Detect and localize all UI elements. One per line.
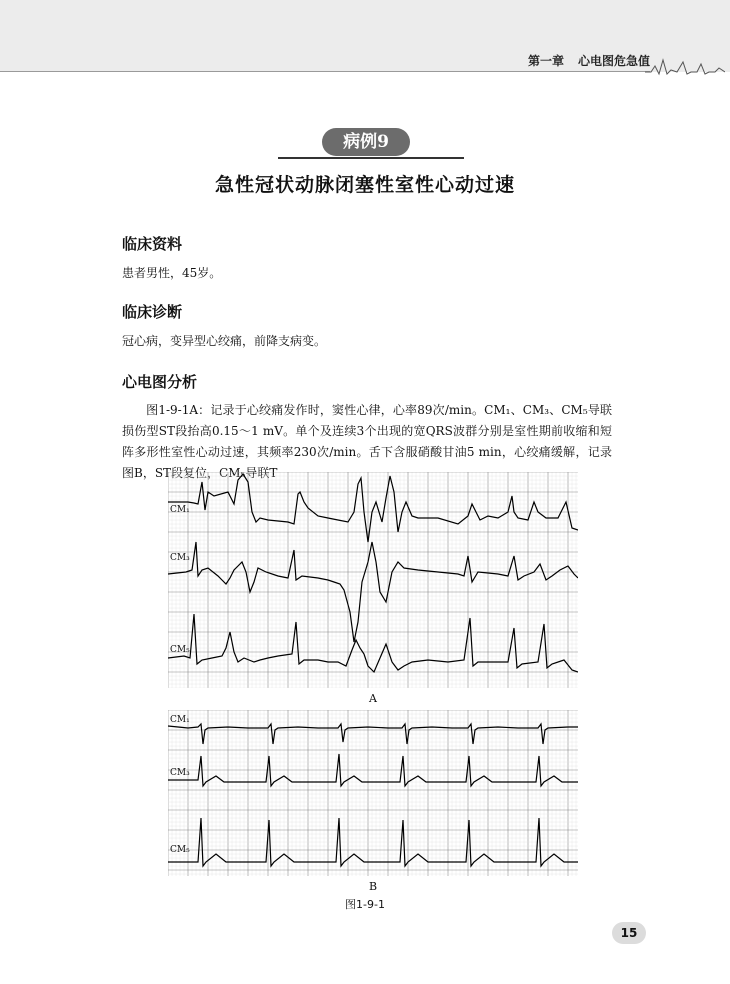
clinical-data-heading: 临床资料: [122, 235, 183, 253]
ecg-grid-b: [168, 710, 578, 876]
figure-caption: 图1-9-1: [345, 898, 385, 911]
clinical-diagnosis-heading: 临床诊断: [122, 303, 183, 321]
clinical-diagnosis-text: 冠心病，变异型心绞痛，前降支病变。: [122, 334, 327, 348]
running-header: [528, 52, 650, 69]
lead-label-b-cm5: CM₅: [170, 845, 190, 855]
panel-b-label: B: [369, 880, 378, 893]
section-label: 心电图危急值: [578, 54, 651, 68]
page-number: 15: [612, 922, 646, 944]
case-number-badge: 病例9: [322, 128, 410, 156]
lead-label-b-cm3: CM₃: [170, 768, 190, 778]
ecg-analysis-text: 图1-9-1A：记录于心绞痛发作时，窦性心律，心率89次/min。CM₁、CM₃、CM₅导联损伤型ST段抬高0.15～1 mV。单个及连续3个出现的宽QRS波群分别是室性期前收缩和短阵多形性室性心动过速，其频率230次/min。舌下含服硝酸甘油5 min，心绞痛缓解，记录图B，ST段复位，CM₅导联T: [122, 403, 612, 480]
ecg-panel-a: [168, 472, 578, 688]
lead-label-a-cm3: CM₃: [170, 553, 190, 563]
lead-label-a-cm1: CM₁: [170, 505, 190, 515]
ecg-analysis-heading: 心电图分析: [122, 373, 198, 391]
clinical-data-text: 患者男性，45岁。: [122, 266, 222, 280]
ecg-trace-a-cm5: [168, 614, 578, 672]
lead-label-b-cm1: CM₁: [170, 715, 190, 725]
ecg-panel-b: [168, 710, 578, 876]
panel-a-label: A: [369, 692, 377, 705]
ecg-wave-icon: [645, 56, 725, 78]
header-rule: [0, 71, 650, 72]
chapter-label: 第一章: [528, 54, 565, 68]
case-title: 急性冠状动脉闭塞性室性心动过速: [214, 174, 515, 196]
lead-label-a-cm5: CM₅: [170, 645, 190, 655]
case-title-rule: [278, 157, 464, 159]
